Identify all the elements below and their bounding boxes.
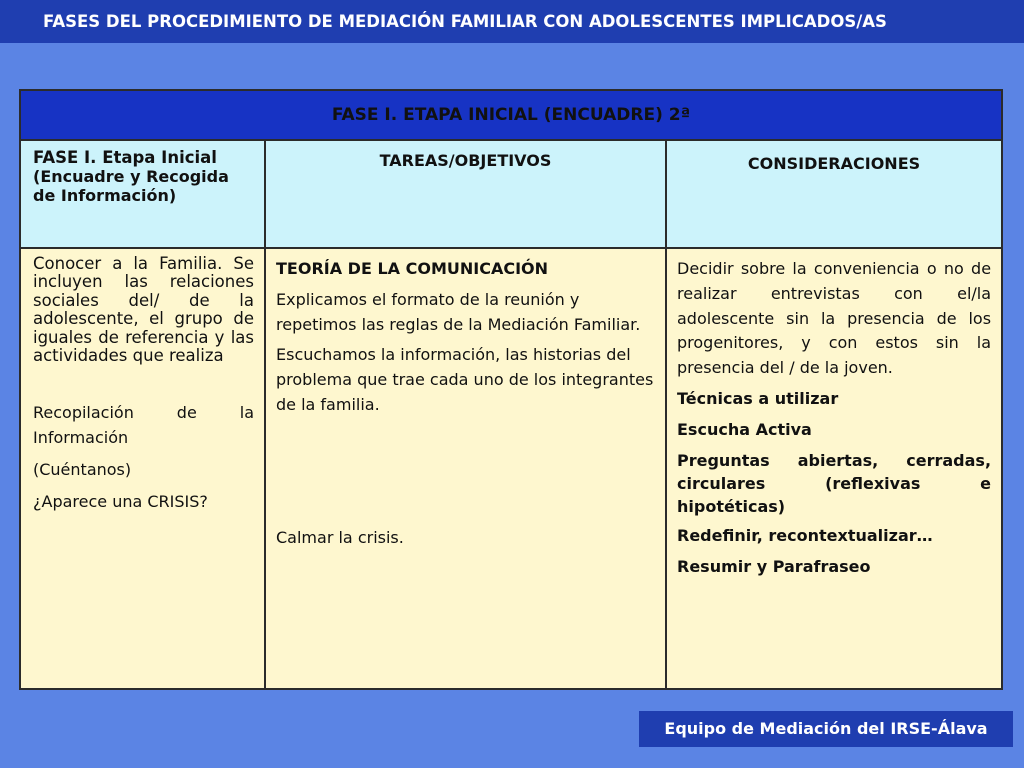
phase-crisis-question: ¿Aparece una CRISIS?	[33, 491, 208, 511]
header-phase-line1: FASE I. Etapa Inicial	[33, 148, 217, 167]
cell-considerations-content	[666, 248, 1002, 689]
cell-phase-content	[20, 248, 265, 689]
header-phase-line2: (Encuadre y Recogida de Información)	[33, 167, 229, 205]
tasks-paragraph-3: Calmar la crisis.	[276, 527, 404, 547]
tasks-heading: TEORÍA DE LA COMUNICACIÓN	[276, 259, 549, 278]
footer-credit: Equipo de Mediación del IRSE-Álava	[639, 711, 1013, 747]
technique-item: Resumir y Parafraseo	[677, 556, 871, 576]
phase-intro-text: Conocer a la Familia. Se incluyen las relaciones sociales del/ de la adolescente, el grupo de iguales de referencia y las actividades que realiza	[33, 254, 254, 366]
technique-item: Redefinir, recontextualizar…	[677, 526, 933, 546]
technique-item: Preguntas abiertas, cerradas, circulares (reflexivas e hipotéticas)	[677, 450, 992, 516]
tasks-paragraph-2: Escuchamos la información, las historias del problema que trae cada uno de los integrantes de la familia.	[276, 345, 654, 414]
technique-item: Escucha Activa	[677, 419, 812, 439]
header-considerations-label: CONSIDERACIONES	[747, 154, 921, 173]
slide-title: FASES DEL PROCEDIMIENTO DE MEDIACIÓN FAMILIAR CON ADOLESCENTES IMPLICADOS/AS	[0, 0, 1024, 43]
techniques-heading: Técnicas a utilizar	[677, 388, 839, 408]
header-considerations	[666, 140, 1002, 248]
header-phase	[20, 140, 265, 248]
phase-cuentanos-text: (Cuéntanos)	[33, 460, 132, 479]
tasks-paragraph-1: Explicamos el formato de la reunión y repetimos las reglas de la Mediación Familiar.	[276, 289, 641, 334]
phase-recopilacion-text: Recopilación de la Información	[33, 402, 254, 448]
considerations-paragraph: Decidir sobre la conveniencia o no de realizar entrevistas con el/la adolescente sin la presencia de los progenitores, y con estos sin la presencia del / de la joven.	[677, 259, 992, 378]
table-banner: FASE I. ETAPA INICIAL (ENCUADRE) 2ª	[20, 90, 1002, 140]
phase-table	[19, 89, 1003, 690]
header-tasks: TAREAS/OBJETIVOS	[265, 140, 666, 248]
cell-tasks-content	[265, 248, 666, 689]
